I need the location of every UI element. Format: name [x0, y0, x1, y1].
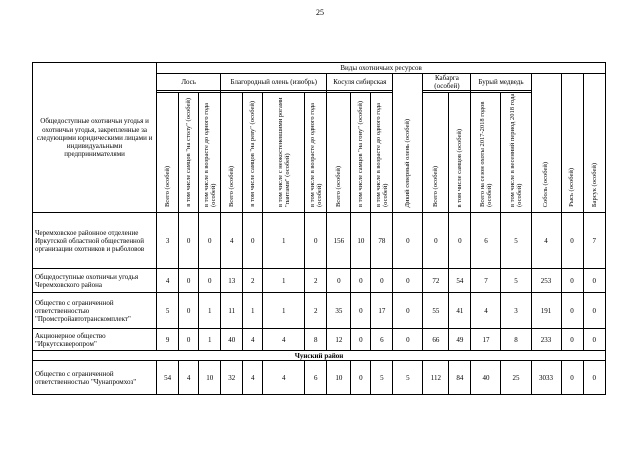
table-cell: 6 [305, 361, 327, 395]
table-cell: 4 [243, 361, 263, 395]
sub-header: в том числе самцов "на гону" (особей) [351, 93, 371, 213]
table-cell: 0 [561, 361, 583, 395]
row-name: Черемховское районное отделение Иркутской областной общественной организации охотников и рыболовов [33, 213, 157, 269]
table-row [33, 269, 606, 293]
table-row [33, 329, 606, 351]
table-cell: 12 [327, 329, 351, 351]
table-cell: 0 [583, 329, 605, 351]
table-cell: 55 [423, 293, 449, 329]
table-cell: 0 [393, 213, 423, 269]
table-cell: 4 [263, 361, 305, 395]
row-name: Общество с ограниченной ответственностью "Промстройавтотранскомплект" [33, 293, 157, 329]
table-cell: 1 [199, 293, 221, 329]
sub-header: Всего (особей) [327, 93, 351, 213]
sub-header: в том числе самцов (особей) [449, 93, 471, 213]
table-cell: 0 [351, 293, 371, 329]
table-cell: 0 [371, 269, 393, 293]
table-cell: 6 [471, 213, 501, 269]
table-cell: 41 [449, 293, 471, 329]
row-name: Общедоступные охотничьи угодья Черемховского района [33, 269, 157, 293]
group-medved: Бурый медведь [471, 74, 531, 91]
sub-header: в том числе в возрасте до одного года (особей) [305, 93, 327, 213]
table-cell: 0 [583, 361, 605, 395]
page-number: 25 [316, 8, 324, 17]
table-cell: 0 [583, 293, 605, 329]
table-cell: 2 [305, 293, 327, 329]
table-cell: 0 [179, 213, 199, 269]
table-cell: 3 [501, 293, 531, 329]
table-cell: 32 [221, 361, 243, 395]
group-kosulya: Косуля сибирская [327, 74, 393, 91]
first-column-header: Общедоступные охотничьи угодья и охотничьи угодья, закрепленные за следующими юридическими лицами и индивидуальными предпринимателями [33, 63, 157, 213]
table-cell: 0 [449, 213, 471, 269]
table-cell: 5 [501, 269, 531, 293]
table-cell: 0 [351, 361, 371, 395]
table-cell: 5 [157, 293, 179, 329]
sub-header: в том числе самцов "на реву" (особей) [243, 93, 263, 213]
table-cell: 8 [501, 329, 531, 351]
table-cell: 0 [327, 269, 351, 293]
table-cell: 0 [561, 213, 583, 269]
table-cell: 7 [583, 213, 605, 269]
group-barsuk: Барсук (особей) [583, 74, 605, 213]
table-cell: 0 [393, 293, 423, 329]
sub-header: в том числе в возрасте до одного года (особей) [371, 93, 393, 213]
table-cell: 0 [351, 269, 371, 293]
table-cell: 35 [327, 293, 351, 329]
table-row [33, 293, 606, 329]
table-cell: 2 [305, 269, 327, 293]
table-cell: 0 [561, 293, 583, 329]
table-cell: 4 [157, 269, 179, 293]
table-cell: 4 [221, 213, 243, 269]
sub-header: Всего (особей) [423, 93, 449, 213]
table-cell: 1 [199, 329, 221, 351]
row-name: Акционерное общество "Иркутскзверопром" [33, 329, 157, 351]
table-row [33, 213, 606, 269]
table-cell: 3 [157, 213, 179, 269]
table-cell: 233 [531, 329, 561, 351]
table-cell: 13 [221, 269, 243, 293]
table-cell: 0 [199, 213, 221, 269]
group-kabarga: Кабарга (особей) [423, 74, 471, 91]
table-row [33, 361, 606, 395]
table-cell: 6 [371, 329, 393, 351]
table-cell: 0 [583, 269, 605, 293]
table-cell: 11 [221, 293, 243, 329]
table-cell: 72 [423, 269, 449, 293]
sub-header: Всего (особей) [221, 93, 243, 213]
table-cell: 10 [199, 361, 221, 395]
table-cell: 78 [371, 213, 393, 269]
table-cell: 0 [179, 269, 199, 293]
table-cell: 0 [179, 293, 199, 329]
table-cell: 253 [531, 269, 561, 293]
top-header: Виды охотничьих ресурсов [157, 63, 606, 74]
group-sobol: Соболь (особей) [531, 74, 561, 213]
sub-header: в том числе с неокостеневшими рогами "пантами" (особей) [263, 93, 305, 213]
table-cell: 1 [263, 293, 305, 329]
table-cell: 0 [179, 329, 199, 351]
sub-header: в том числе в весенний период 2018 года (особей) [501, 93, 531, 213]
row-name: Общество с ограниченной ответственностью "Чунапромхоз" [33, 361, 157, 395]
table-cell: 10 [327, 361, 351, 395]
table-cell: 156 [327, 213, 351, 269]
table-cell: 7 [471, 269, 501, 293]
table-cell: 4 [243, 329, 263, 351]
table-cell: 0 [305, 213, 327, 269]
table-cell: 17 [471, 329, 501, 351]
table-body [33, 213, 606, 351]
table-cell: 10 [351, 213, 371, 269]
table-cell: 1 [243, 293, 263, 329]
table-cell: 191 [531, 293, 561, 329]
table-cell: 5 [371, 361, 393, 395]
table-cell: 4 [531, 213, 561, 269]
table-cell: 4 [263, 329, 305, 351]
group-olen: Благородный олень (изюбрь) [221, 74, 327, 91]
table-cell: 9 [157, 329, 179, 351]
table-cell: 0 [199, 269, 221, 293]
table-cell: 84 [449, 361, 471, 395]
table-cell: 25 [501, 361, 531, 395]
table-cell: 3033 [531, 361, 561, 395]
table-cell: 0 [393, 329, 423, 351]
table-cell: 0 [561, 329, 583, 351]
table-cell: 1 [263, 269, 305, 293]
table-cell: 66 [423, 329, 449, 351]
table-cell: 0 [243, 213, 263, 269]
sub-header: в том числе в возрасте до одного года (особей) [199, 93, 221, 213]
table-cell: 54 [449, 269, 471, 293]
table-cell: 2 [243, 269, 263, 293]
table-cell: 49 [449, 329, 471, 351]
table-cell: 112 [423, 361, 449, 395]
sub-header: Всего на сезон охоты 2017-2018 годов (особей) [471, 93, 501, 213]
table-cell: 54 [157, 361, 179, 395]
table-cell: 0 [351, 329, 371, 351]
table-cell: 40 [471, 361, 501, 395]
table-cell: 8 [305, 329, 327, 351]
table-cell: 4 [179, 361, 199, 395]
group-dikiy-olen: Дикий северный олень (особей) [393, 74, 423, 213]
sub-header: в том числе самцов "на столу" (особей) [179, 93, 199, 213]
table-cell: 0 [393, 269, 423, 293]
section-title: Чунский район [33, 351, 606, 361]
table-cell: 0 [561, 269, 583, 293]
group-rys: Рысь (особей) [561, 74, 583, 213]
table-cell: 1 [263, 213, 305, 269]
table-cell: 17 [371, 293, 393, 329]
hunting-resources-table [32, 62, 606, 395]
table-cell: 5 [393, 361, 423, 395]
table-cell: 5 [501, 213, 531, 269]
table-cell: 0 [423, 213, 449, 269]
table-cell: 40 [221, 329, 243, 351]
table-cell: 4 [471, 293, 501, 329]
table-body [33, 361, 606, 395]
sub-header: Всего (особей) [157, 93, 179, 213]
group-los: Лось [157, 74, 221, 91]
